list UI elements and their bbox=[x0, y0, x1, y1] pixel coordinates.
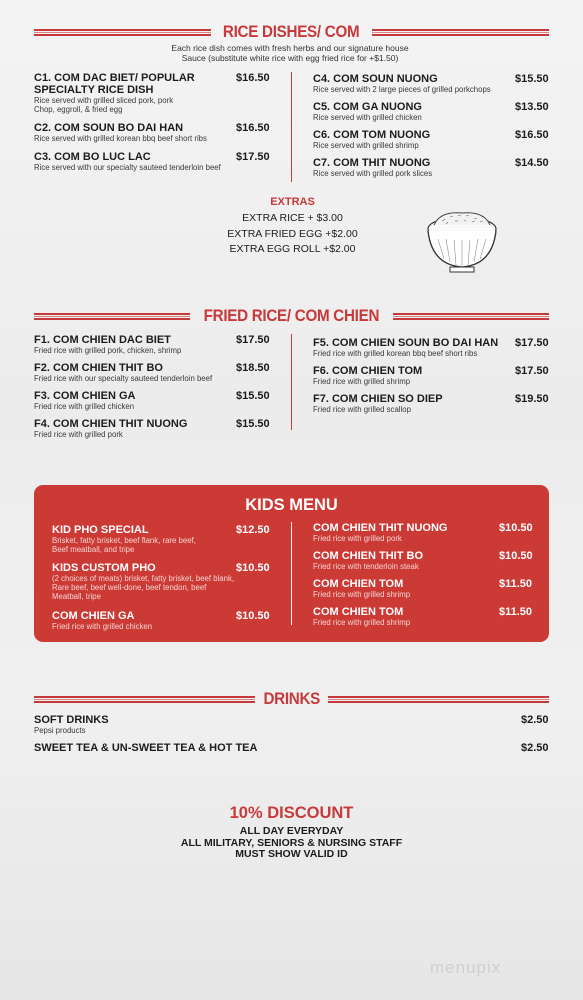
menu-item-f1 bbox=[34, 334, 234, 355]
item-description: Rice served with grilled chicken bbox=[313, 113, 422, 122]
item-price: $15.50 bbox=[515, 73, 549, 85]
discount-line: ALL DAY EVERYDAY bbox=[239, 825, 344, 837]
item-description: Fried rice with grilled chicken bbox=[34, 402, 135, 411]
item-description: Fried rice with grilled pork bbox=[313, 534, 402, 543]
item-name: C2. COM SOUN BO DAI HAN bbox=[34, 122, 184, 134]
item-price: $10.50 bbox=[236, 562, 270, 574]
item-name: F5. COM CHIEN SOUN BO DAI HAN bbox=[313, 337, 499, 349]
divider bbox=[372, 29, 549, 36]
fried-rice-section-header bbox=[34, 306, 549, 326]
item-description: Rice served with 2 large pieces of grilled porkchops bbox=[313, 85, 491, 94]
item-description: Fried rice with grilled shrimp bbox=[313, 377, 411, 386]
item-name: C1. COM DAC BIET/ POPULAR bbox=[34, 72, 195, 84]
item-name: KIDS CUSTOM PHO bbox=[52, 562, 156, 574]
divider bbox=[34, 29, 211, 36]
item-description: Fried rice with our specialty sauteed tenderloin beef bbox=[34, 374, 213, 383]
item-name: SPECIALTY RICE DISH bbox=[34, 84, 154, 96]
menu-item-c1 bbox=[34, 72, 234, 114]
menu-item-f2 bbox=[34, 362, 234, 383]
discount-title: 10% DISCOUNT bbox=[229, 804, 354, 822]
rice-bowl-icon bbox=[420, 205, 504, 279]
item-name: COM CHIEN THIT BO bbox=[313, 550, 423, 562]
item-description: Rare beef, beef well-done, beef tendon, beef bbox=[52, 583, 207, 592]
item-description: Rice served with grilled pork slices bbox=[313, 169, 433, 178]
divider bbox=[393, 313, 549, 320]
kids-menu-title: KIDS MENU bbox=[245, 496, 338, 514]
drinks-section-header bbox=[34, 689, 549, 709]
item-description: Beef meatball, and tripe bbox=[52, 545, 135, 554]
item-name: F7. COM CHIEN SO DIEP bbox=[313, 393, 443, 405]
item-price: $11.50 bbox=[499, 606, 533, 618]
item-price: $17.50 bbox=[515, 365, 549, 377]
extras-line: EXTRA FRIED EGG +$2.00 bbox=[227, 227, 358, 240]
column-divider bbox=[291, 522, 292, 625]
fried-rice-section-title: FRIED RICE/ COM CHIEN bbox=[203, 306, 380, 325]
item-description: Fried rice with grilled shrimp bbox=[313, 590, 411, 599]
item-description: Rice served with grilled shrimp bbox=[313, 141, 419, 150]
item-price: $2.50 bbox=[521, 714, 549, 726]
kids-menu-panel bbox=[34, 485, 549, 642]
item-description: Fried rice with grilled scallop bbox=[313, 405, 411, 414]
rice-intro-line: Each rice dish comes with fresh herbs and our signature house bbox=[171, 43, 409, 53]
item-price: $17.50 bbox=[515, 337, 549, 349]
kids-item-pho-special bbox=[52, 524, 242, 554]
item-name: F4. COM CHIEN THIT NUONG bbox=[34, 418, 188, 430]
item-price: $17.50 bbox=[236, 151, 270, 163]
item-price: $16.50 bbox=[236, 122, 270, 134]
item-description: Fried rice with grilled korean bbq beef short ribs bbox=[313, 349, 478, 358]
item-name: C3. COM BO LUC LAC bbox=[34, 151, 151, 163]
divider bbox=[34, 313, 190, 320]
extras-line: EXTRA EGG ROLL +$2.00 bbox=[229, 243, 356, 255]
menu-item-f5 bbox=[313, 337, 513, 358]
menu-item-f6 bbox=[313, 365, 513, 386]
item-name: KID PHO SPECIAL bbox=[52, 524, 149, 536]
item-description: Fried rice with grilled pork bbox=[34, 430, 123, 439]
item-description: Fried rice with grilled chicken bbox=[52, 622, 153, 631]
kids-item-tom bbox=[313, 578, 493, 599]
item-price: $2.50 bbox=[521, 742, 549, 754]
divider bbox=[328, 696, 549, 703]
menu-item-f7 bbox=[313, 393, 513, 414]
item-name: F3. COM CHIEN GA bbox=[34, 390, 136, 402]
menu-item-c3 bbox=[34, 151, 254, 172]
kids-item-thit-bo bbox=[313, 550, 493, 571]
item-description: Rice served with grilled sliced pork, pork bbox=[34, 96, 174, 105]
item-description: Brisket, fatty brisket, beef flank, rare beef, bbox=[52, 536, 196, 545]
item-name: COM CHIEN THIT NUONG bbox=[313, 522, 448, 534]
watermark: menupix bbox=[430, 958, 502, 977]
drink-item-tea bbox=[34, 742, 354, 754]
discount-line: ALL MILITARY, SENIORS & NURSING STAFF bbox=[180, 836, 403, 849]
item-name: C4. COM SOUN NUONG bbox=[313, 73, 438, 85]
item-name: C6. COM TOM NUONG bbox=[313, 129, 431, 141]
item-name: SWEET TEA & UN-SWEET TEA & HOT TEA bbox=[34, 742, 258, 754]
item-price: $10.50 bbox=[499, 522, 533, 534]
menu-item-c2 bbox=[34, 122, 244, 143]
rice-section-title: RICE DISHES/ COM bbox=[223, 22, 360, 41]
rice-intro bbox=[150, 43, 430, 63]
item-name: F1. COM CHIEN DAC BIET bbox=[34, 334, 171, 346]
item-description: Fried rice with tenderloin steak bbox=[313, 562, 419, 571]
item-price: $17.50 bbox=[236, 334, 270, 346]
kids-item-tom bbox=[313, 606, 493, 627]
item-name: COM CHIEN GA bbox=[52, 610, 135, 622]
discount-block bbox=[150, 804, 433, 861]
column-divider bbox=[291, 334, 292, 430]
extras-title: EXTRAS bbox=[270, 196, 315, 208]
item-price: $16.50 bbox=[515, 129, 549, 141]
item-price: $15.50 bbox=[236, 390, 270, 402]
drink-item-soft-drinks bbox=[34, 714, 334, 735]
item-name: F2. COM CHIEN THIT BO bbox=[34, 362, 163, 374]
item-price: $11.50 bbox=[499, 578, 533, 590]
rice-intro-line: Sauce (substitute white rice with egg fried rice for +$1.50) bbox=[181, 53, 399, 63]
column-divider bbox=[291, 72, 292, 182]
item-description: Rice served with grilled korean bbq beef short ribs bbox=[34, 134, 207, 143]
item-price: $13.50 bbox=[515, 101, 549, 113]
extras-block bbox=[210, 196, 375, 258]
item-description: Pepsi products bbox=[34, 726, 86, 735]
item-price: $15.50 bbox=[236, 418, 270, 430]
kids-item-com-chien-ga bbox=[52, 610, 242, 631]
kids-item-thit-nuong bbox=[313, 522, 493, 543]
item-description: Meatball, tripe bbox=[52, 592, 101, 601]
menu-item-c5 bbox=[313, 101, 513, 122]
menu-item-c7 bbox=[313, 157, 513, 178]
kids-item-custom-pho bbox=[52, 562, 242, 601]
item-description: Fried rice with grilled shrimp bbox=[313, 618, 411, 627]
menu-item-f3 bbox=[34, 390, 234, 411]
menu-item-c4 bbox=[313, 73, 513, 94]
item-price: $12.50 bbox=[236, 524, 270, 536]
item-description: (2 choices of meats) brisket, fatty brisket, beef blank, bbox=[52, 574, 235, 583]
item-description: Fried rice with grilled pork, chicken, shrimp bbox=[34, 346, 182, 355]
item-name: SOFT DRINKS bbox=[34, 714, 109, 726]
item-price: $10.50 bbox=[236, 610, 270, 622]
item-price: $19.50 bbox=[515, 393, 549, 405]
menu-item-f4 bbox=[34, 418, 234, 439]
item-name: C5. COM GA NUONG bbox=[313, 101, 422, 113]
discount-line: MUST SHOW VALID ID bbox=[235, 848, 348, 860]
item-name: F6. COM CHIEN TOM bbox=[313, 365, 423, 377]
item-price: $16.50 bbox=[236, 72, 270, 84]
item-price: $10.50 bbox=[499, 550, 533, 562]
menu-item-c6 bbox=[313, 129, 513, 150]
drinks-section-title: DRINKS bbox=[263, 689, 320, 708]
divider bbox=[34, 696, 255, 703]
item-description: Chop, eggroll, & fried egg bbox=[34, 105, 123, 114]
item-price: $14.50 bbox=[515, 157, 549, 169]
rice-section-header bbox=[34, 22, 549, 42]
item-price: $18.50 bbox=[236, 362, 270, 374]
item-description: Rice served with our specialty sauteed tenderloin beef bbox=[34, 163, 221, 172]
item-name: COM CHIEN TOM bbox=[313, 606, 404, 618]
extras-line: EXTRA RICE + $3.00 bbox=[242, 212, 343, 224]
item-name: COM CHIEN TOM bbox=[313, 578, 404, 590]
item-name: C7. COM THIT NUONG bbox=[313, 157, 431, 169]
